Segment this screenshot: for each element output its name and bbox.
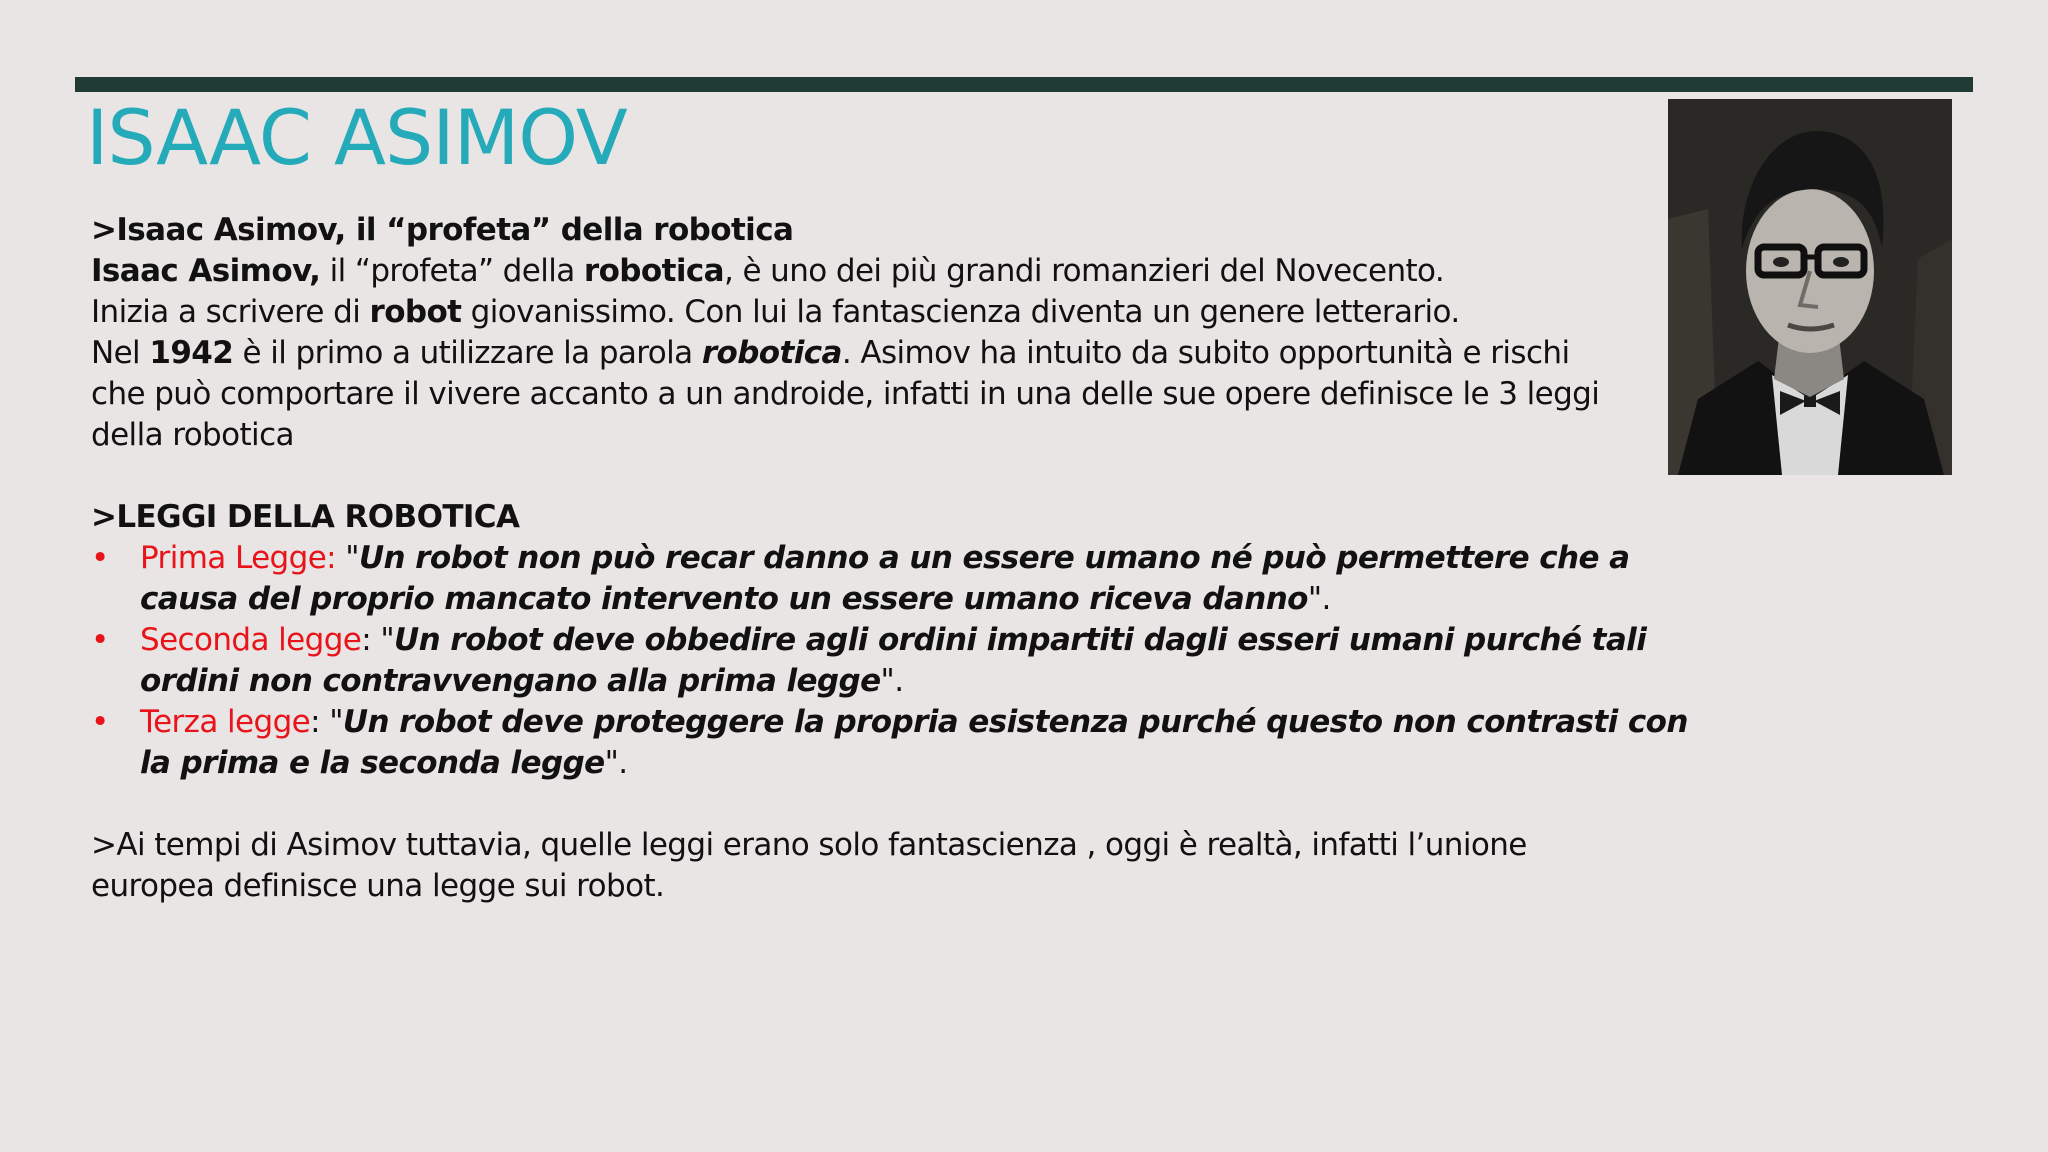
intro-line-4: che può comportare il vivere accanto a un androide, infatti in una delle sue opere definisce le 3 leggi	[91, 376, 1600, 412]
bullet-icon: •	[91, 704, 109, 740]
header-rule	[75, 77, 1973, 92]
intro-line-5: della robotica	[91, 417, 294, 453]
law-label: Seconda legge	[140, 622, 362, 658]
bullet-icon: •	[91, 540, 109, 576]
spacer	[91, 784, 1651, 825]
intro-heading: >Isaac Asimov, il “profeta” della robotica	[91, 212, 794, 248]
law-item-second: • Seconda legge: "Un robot deve obbedire agli ordini impartiti dagli esseri umani purché tali ordini non contravvengano alla prima legge".	[91, 622, 1647, 699]
slide-content	[91, 210, 1688, 907]
portrait-image	[1668, 99, 1952, 475]
outro-line-2: europea definisce una legge sui robot.	[91, 868, 665, 904]
law-label: Terza legge	[140, 704, 311, 740]
page-title: ISAAC ASIMOV	[86, 93, 627, 182]
spacer	[91, 456, 1651, 497]
intro-line-3: Nel 1942 è il primo a utilizzare la parola robotica. Asimov ha intuito da subito opportunità e rischi	[91, 335, 1570, 371]
outro-line-1: >Ai tempi di Asimov tuttavia, quelle leggi erano solo fantascienza , oggi è realtà, infatti l’unione	[91, 827, 1527, 863]
laws-heading: >LEGGI DELLA ROBOTICA	[91, 499, 520, 535]
asimov-name: Isaac Asimov,	[91, 253, 321, 289]
bullet-icon: •	[91, 622, 109, 658]
law-item-third: • Terza legge: "Un robot deve proteggere la propria esistenza purché questo non contrasti con la prima e la seconda legge".	[91, 704, 1688, 781]
law-item-first: • Prima Legge: "Un robot non può recar danno a un essere umano né può permettere che a causa del proprio mancato intervento un essere umano riceva danno".	[91, 540, 1630, 617]
law-label: Prima Legge:	[140, 540, 346, 576]
author-portrait	[1668, 99, 1952, 475]
intro-line-2: Inizia a scrivere di robot giovanissimo. Con lui la fantascienza diventa un genere letterario.	[91, 294, 1460, 330]
intro-line-1: Isaac Asimov, il “profeta” della robotica, è uno dei più grandi romanzieri del Novecento.	[91, 253, 1445, 289]
